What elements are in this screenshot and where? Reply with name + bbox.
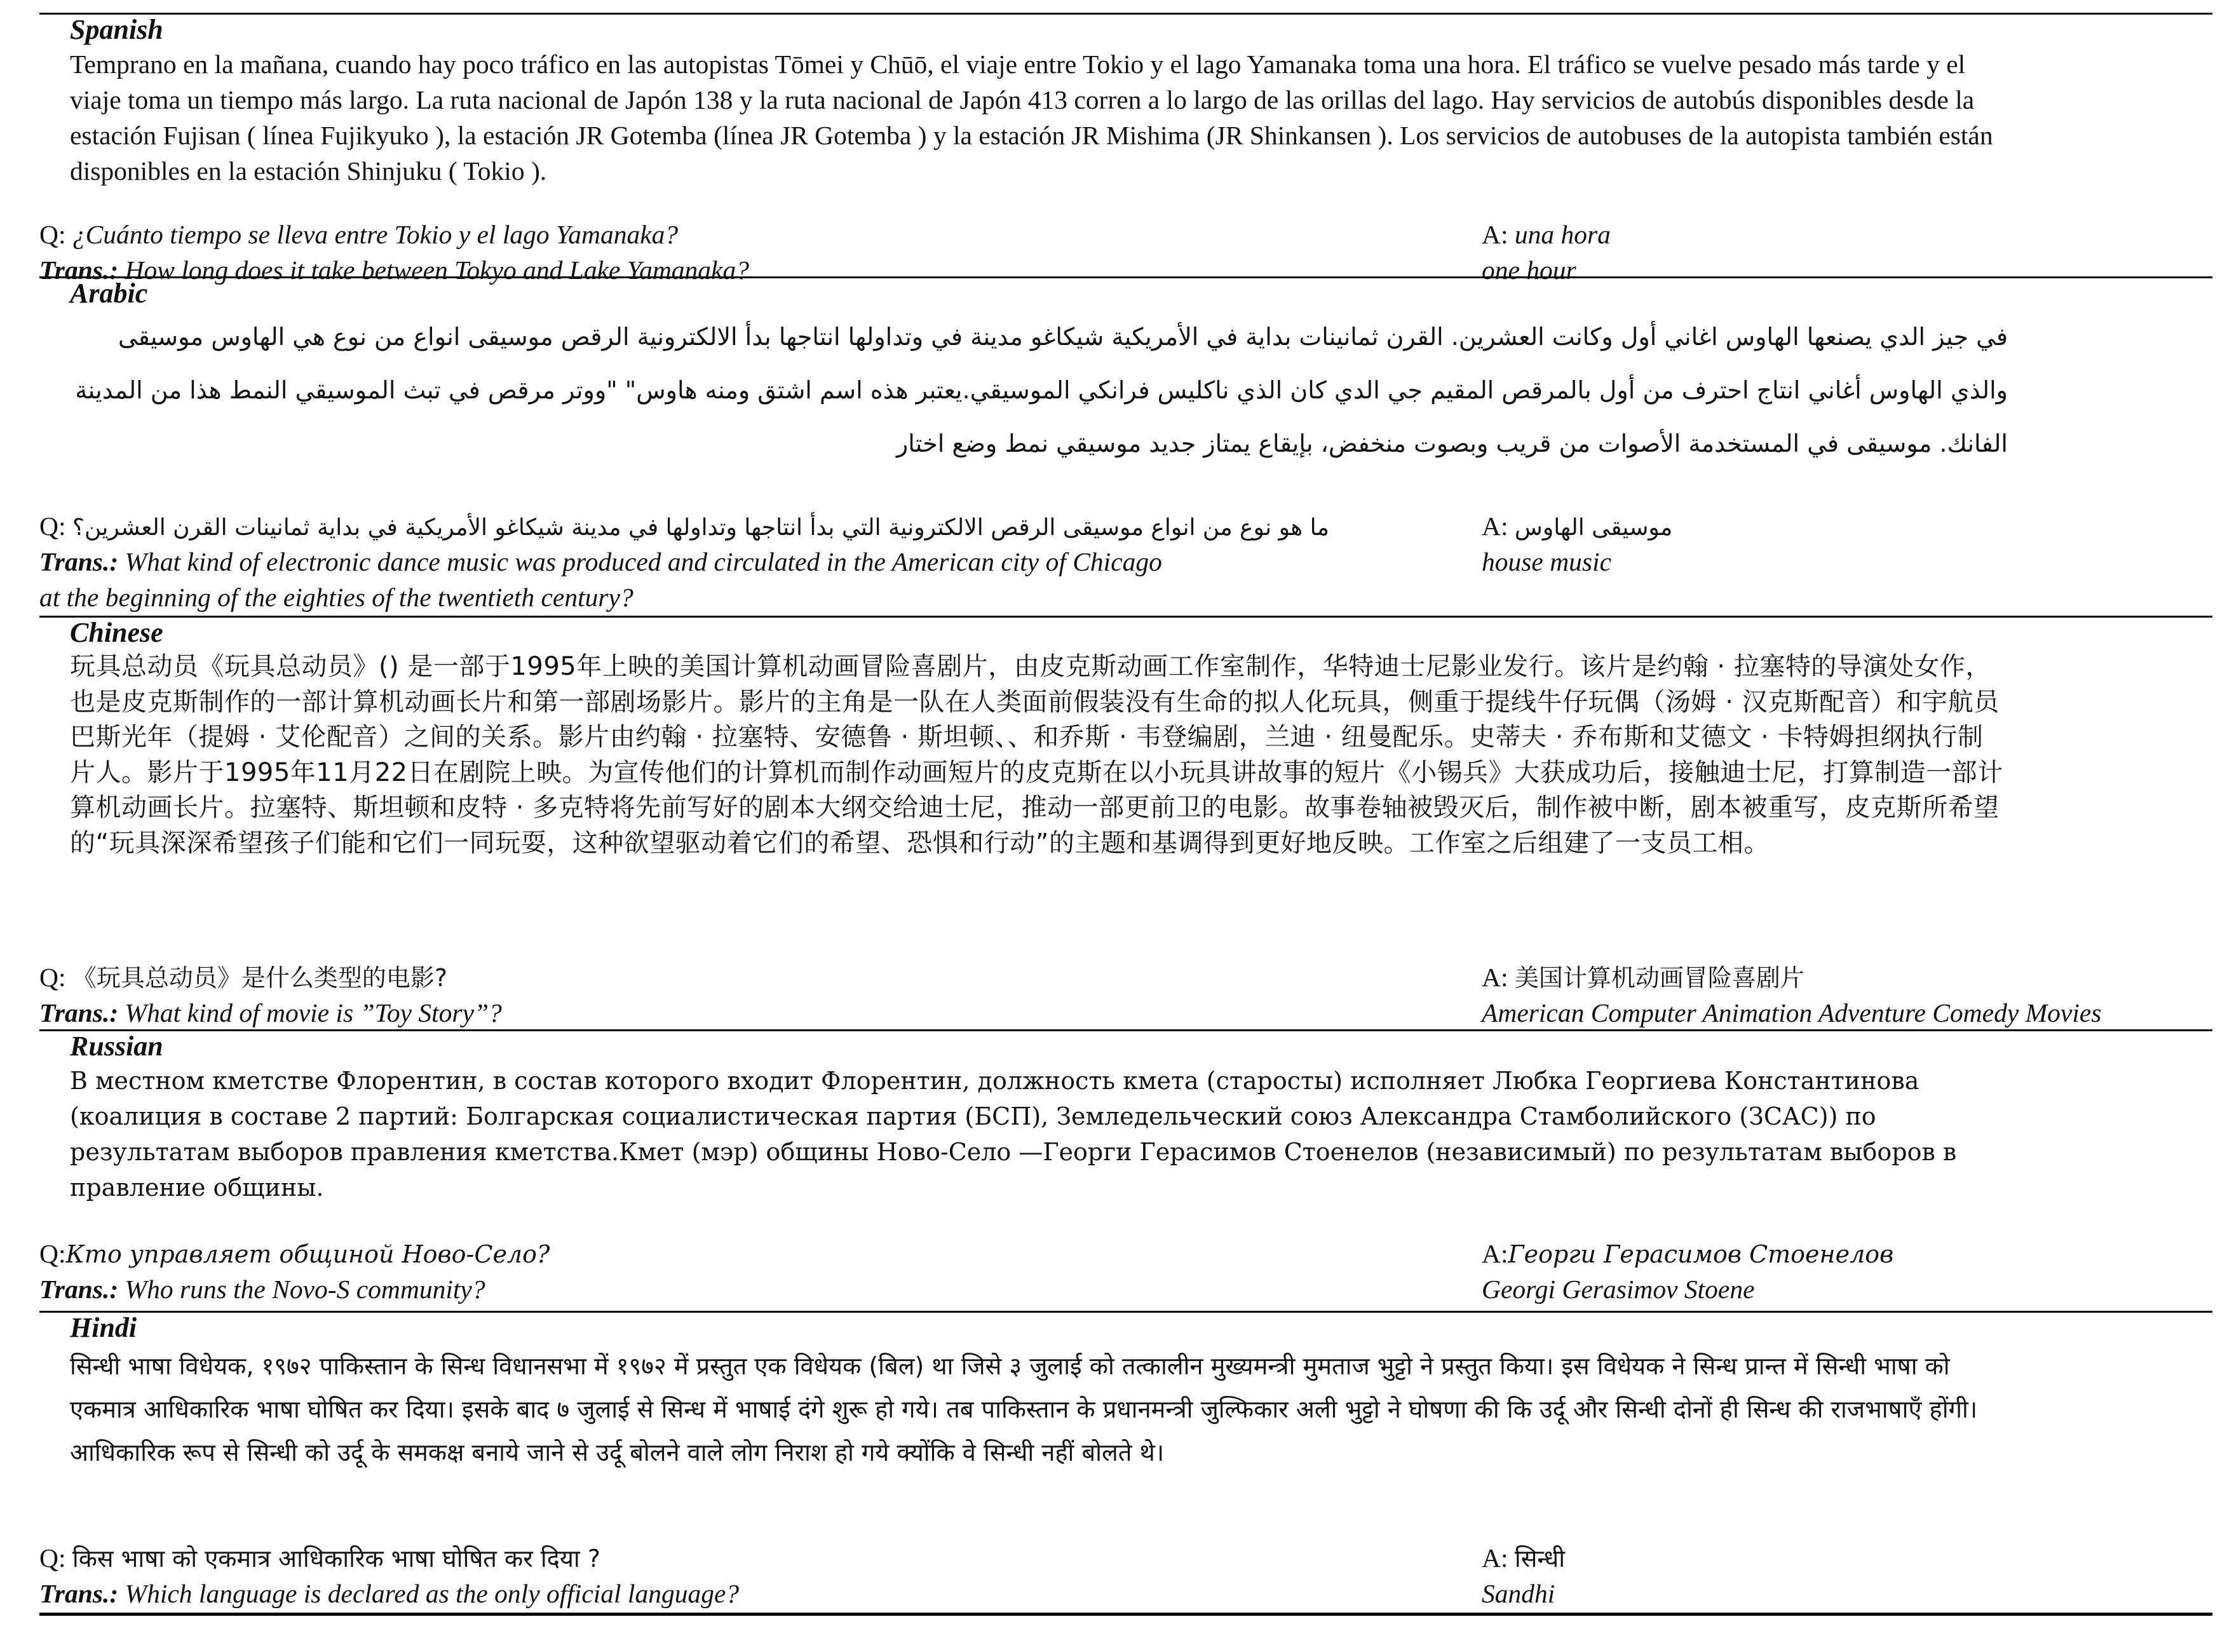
translated-question: Trans.: Which language is declared as the only official language?: [39, 1579, 740, 1608]
section-spanish: [39, 14, 2212, 285]
passage-text: Temprano en la mañana, cuando hay poco tráfico en las autopistas Tōmei y Chūō, el viaje entre Tokio y el lago Yamanaka toma una hora. El tráfico se vuelve pesado más tarde y el viaje toma un tiempo más largo. La ruta nacional de Japón 138 y la ruta nacional de Japón 413 corren a lo largo de las orillas del lago. Hay servicios de autobús disponibles desde la estación Fujisan ( línea Fujikyuko ), la estación JR Gotemba (línea JR Gotemba ) y la estación JR Mishima (JR Shinkansen ). Los servicios de autobuses de la autopista también están disponibles en la estación Shinjuku ( Tokio ).: [70, 50, 1993, 186]
qa-block: [39, 959, 2212, 1031]
language-label: Russian: [70, 1031, 163, 1062]
qa-block: [39, 1236, 2212, 1307]
language-label: Chinese: [70, 617, 163, 648]
answer: A: 美国计算机动画冒险喜剧片: [1482, 963, 1804, 992]
section-chinese: [39, 618, 2212, 1029]
question: Q: 《玩具总动员》是什么类型的电影?: [39, 963, 448, 992]
qa-block: [39, 1540, 2212, 1611]
translated-question: Trans.: What kind of movie is ”Toy Story”?: [39, 998, 502, 1027]
passage-text: 玩具总动员《玩具总动员》() 是一部于1995年上映的美国计算机动画冒险喜剧片，由皮克斯动画工作室制作，华特迪士尼影业发行。该片是约翰 · 拉塞特的导演处女作，也是皮克斯制作的一部计算机动画长片和第一部剧场影片。影片的主角是一队在人类面前假装没有生命的拟人化玩具，侧重于提线牛仔玩偶（汤姆 · 汉克斯配音）和宇航员巴斯光年（提姆 · 艾伦配音）之间的关系。影片由约翰 · 拉塞特、安德鲁 · 斯坦顿、、和乔斯 · 韦登编剧，兰迪 · 纽曼配乐。史蒂夫 · 乔布斯和艾德文 · 卡特姆担纲执行制片人。影片于1995年11月22日在剧院上映。为宣传他们的计算机而制作动画短片的皮克斯在以小玩具讲故事的短片《小锡兵》大获成功后，接触迪士尼，打算制造一部计算机动画长片。拉塞特、斯坦顿和皮特 · 多克特将先前写好的剧本大纲交给迪士尼，推动一部更前卫的电影。故事卷轴被毁灭后，制作被中断，剧本被重写，皮克斯所希望的“玩具深深希望孩子们能和它们一同玩耍，这种欲望驱动着它们的希望、恐惧和行动”的主题和基调得到更好地反映。工作室之后组建了一支员工相。: [70, 652, 2003, 858]
section-russian: [39, 1031, 2212, 1311]
translated-question: Trans.: What kind of electronic dance music was produced and circulated in the American city of Chicago: [39, 547, 1162, 576]
passage-text: В местном кметстве Флорентин, в состав которого входит Флорентин, должность кмета (старосты) исполняет Любка Георгиева Константинова (коалиция в составе 2 партий: Болгарская социалистическая партия (БСП), Земледельческий союз Александра Стамболийского (ЗСАС)) по результатам выборов правления кметства.Кмет (мэр) общины Ново-Село —Георги Герасимов Стоенелов (независимый) по результатам выборов в правление общины.: [70, 1067, 1957, 1202]
question: Q:Кто управляет общиной Ново-Село?: [39, 1239, 550, 1268]
answer: A: una hora: [1482, 220, 1611, 249]
translated-question: Trans.: Who runs the Novo-S community?: [39, 1275, 485, 1304]
translated-answer: house music: [1482, 547, 1612, 576]
translated-answer: Georgi Gerasimov Stoene: [1482, 1275, 1755, 1304]
qa-block: [39, 508, 2212, 615]
language-label: Spanish: [70, 14, 163, 45]
translated-question: Trans.: How long does it take between Tokyo and Lake Yamanaka?: [39, 255, 749, 285]
answer: A: सिन्धी: [1482, 1543, 1566, 1573]
section-arabic: [39, 278, 2212, 616]
language-label: Arabic: [70, 278, 148, 309]
answer: A:Георги Герасимов Стоенелов: [1482, 1239, 1894, 1268]
qa-block: [39, 217, 2212, 288]
examples-table: [39, 13, 2212, 1616]
translated-question-continued: at the beginning of the eighties of the twentieth century?: [39, 583, 633, 612]
passage-text: सिन्धी भाषा विधेयक, १९७२ पाकिस्तान के सिन्ध विधानसभा में १९७२ में प्रस्तुत एक विधेयक (बिल) था जिसे ३ जुलाई को तत्कालीन मुख्यमन्त्री मुमताज भुट्टो ने प्रस्तुत किया। इस विधेयक ने सिन्ध प्रान्त में सिन्धी भाषा को एकमात्र आधिकारिक भाषा घोषित कर दिया। इसके बाद ७ जुलाई से सिन्ध में भाषाई दंगे शुरू हो गये। तब पाकिस्तान के प्रधानमन्त्री जुल्फिकार अली भुट्टो ने घोषणा की कि उर्दू और सिन्धी दोनों ही सिन्ध की राजभाषाएँ होंगी। आधिकारिक रूप से सिन्धी को उर्दू के समकक्ष बनाये जाने से उर्दू बोलने वाले लोग निराश हो गये क्योंकि वे सिन्धी नहीं बोलते थे।: [70, 1352, 1978, 1466]
bottom-rule: [39, 1613, 2212, 1616]
section-hindi: [39, 1313, 2212, 1613]
question: Q: ما هو نوع من انواع موسيقى الرقص الالكترونية التي بدأ انتاجها وتداولها في مدينة شيكاغو الأمريكية في بداية ثمانينات القرن العشرين؟: [39, 511, 1329, 541]
question: Q: किस भाषा को एकमात्र आधिकारिक भाषा घोषित कर दिया ?: [39, 1543, 600, 1573]
question: Q: ¿Cuánto tiempo se lleva entre Tokio y el lago Yamanaka?: [39, 220, 679, 249]
language-label: Hindi: [70, 1312, 137, 1343]
passage-text: في جيز الدي يصنعها الهاوس اغاني أول وكانت العشرين. القرن ثمانينات بداية في الأمريكية شيكاغو مدينة في وتداولها انتاجها بدأ الالكترونية الرقص موسيقى انواع من نوع هي الهاوس موسيقى والذي الهاوس أغاني انتاج احترف من أول بالمرقص المقيم جي الدي كان الذي ناكليس فرانكي الموسيقي.يعتبر هذه اسم اشتق ومنه هاوس" "ووتر مرقص في تبث الموسيقي النمط هذا من المدينة الفانك. موسيقى في المستخدمة الأصوات من قريب وبصوت منخفض، بإيقاع يمتاز جديد موسيقي نمط وضع اختار: [75, 323, 2008, 457]
answer: A: موسيقى الهاوس: [1482, 511, 1673, 541]
translated-answer: American Computer Animation Adventure Comedy Movies: [1482, 998, 2102, 1027]
translated-answer: one hour: [1482, 255, 1576, 285]
translated-answer: Sandhi: [1482, 1579, 1555, 1608]
